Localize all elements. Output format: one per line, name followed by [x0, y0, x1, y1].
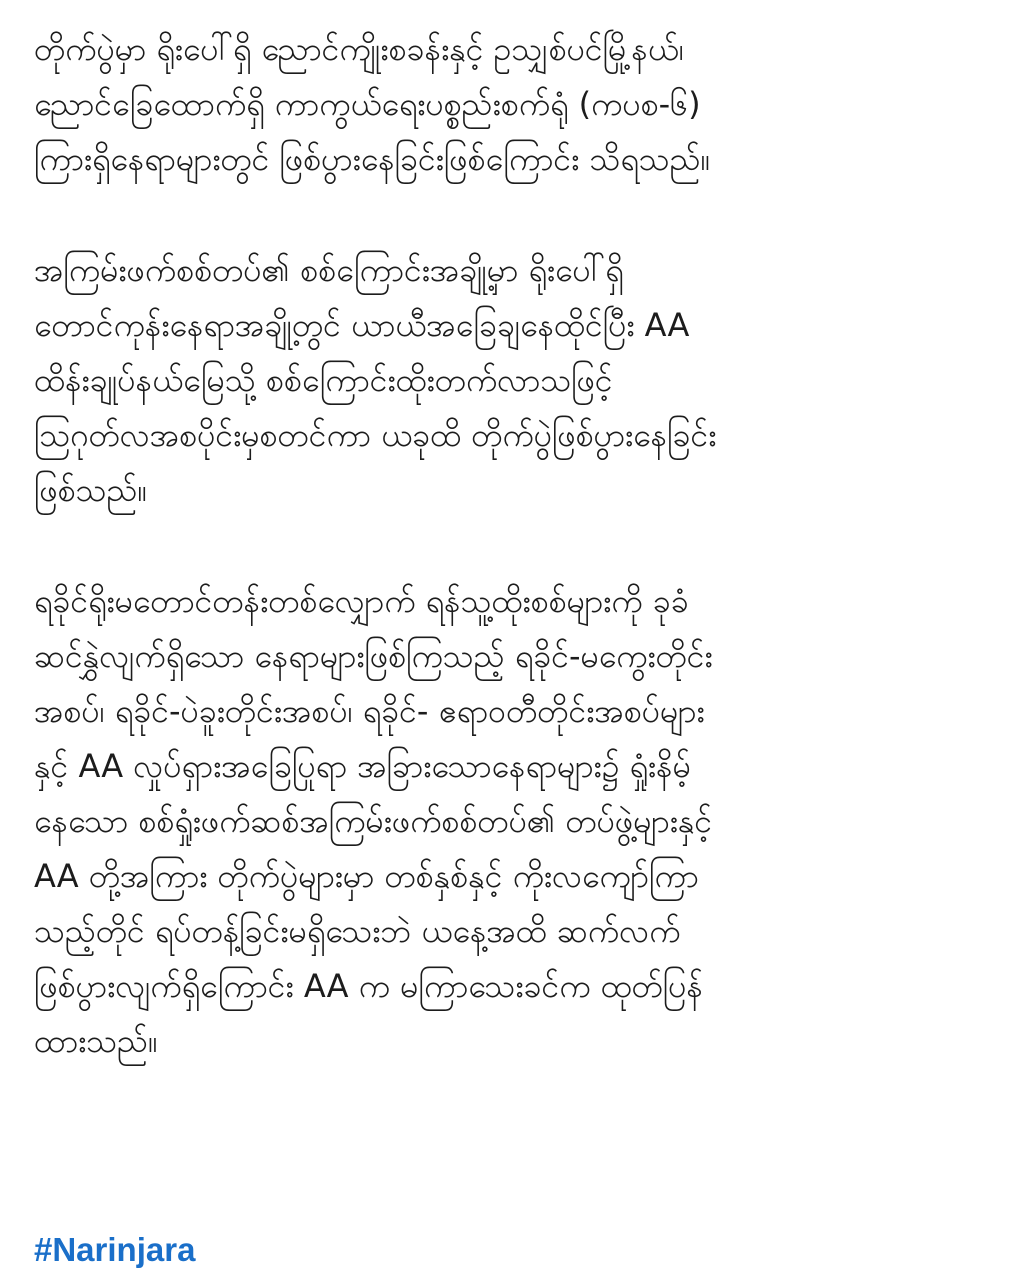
hashtag-link[interactable]: #Narinjara	[34, 1231, 196, 1268]
text-line: ဖြစ်သည်။	[34, 471, 148, 509]
text-line: ညောင်ခြေထောက်ရှိ ကာကွယ်ရေးပစ္စည်းစက်ရုံ (ကပစ-၆)	[34, 85, 701, 123]
text-line: နေသော စစ်ရှုံးဖက်ဆစ်အကြမ်းဖက်စစ်တပ်၏ တပ်ဖွဲ့များနှင့်	[34, 802, 713, 840]
text-line: ကြားရှိနေရာများတွင် ဖြစ်ပွားနေခြင်းဖြစ်ကြောင်း သိရသည်။	[34, 140, 711, 178]
text-line: သည့်တိုင် ရပ်တန့်ခြင်းမရှိသေးဘဲ ယနေ့အထိ ဆက်လက်	[34, 912, 681, 950]
text-line: ထိန်းချုပ်နယ်မြေသို့ စစ်ကြောင်းထိုးတက်လာသဖြင့်	[34, 361, 613, 399]
text-line: နှင့် AA လှုပ်ရှားအခြေပြုရာ အခြားသောနေရာများ၌ ရှုံးနိမ့်	[34, 747, 691, 785]
text-line: ဩဂုတ်လအစပိုင်းမှစတင်ကာ ယခုထိ တိုက်ပွဲဖြစ်ပွားနေခြင်း	[34, 416, 717, 454]
text-line: အကြမ်းဖက်စစ်တပ်၏ စစ်ကြောင်းအချို့မှာ ရိုးပေါ်ရှိ	[34, 251, 624, 289]
paragraph-2	[34, 243, 994, 518]
text-line: ဖြစ်ပွားလျက်ရှိကြောင်း AA က မကြာသေးခင်က ထုတ်ပြန်	[34, 967, 703, 1005]
paragraph-3	[34, 574, 994, 1069]
text-line: ဆင်နွှဲလျက်ရှိသော နေရာများဖြစ်ကြသည့် ရခိုင်-မကွေးတိုင်း	[34, 637, 713, 675]
paragraph-1	[34, 22, 994, 187]
text-line: တိုက်ပွဲမှာ ရိုးပေါ်ရှိ ညောင်ကျိုးစခန်းနှင့် ဥသျှစ်ပင်မြို့နယ်၊	[34, 30, 684, 68]
post-body	[34, 22, 994, 1125]
text-line: အစပ်၊ ရခိုင်-ပဲခူးတိုင်းအစပ်၊ ရခိုင်- ဧရာဝတီတိုင်းအစပ်များ	[34, 692, 705, 730]
text-line: ထားသည်။	[34, 1022, 158, 1060]
text-line: တောင်ကုန်းနေရာအချို့တွင် ယာယီအခြေချနေထိုင်ပြီး AA	[34, 306, 690, 344]
text-line: AA တို့အကြား တိုက်ပွဲများမှာ တစ်နှစ်နှင့် ကိုးလကျော်ကြာ	[34, 857, 699, 895]
text-line: ရခိုင်ရိုးမတောင်တန်းတစ်လျှောက် ရန်သူ့ထိုးစစ်များကို ခုခံ	[34, 582, 689, 620]
